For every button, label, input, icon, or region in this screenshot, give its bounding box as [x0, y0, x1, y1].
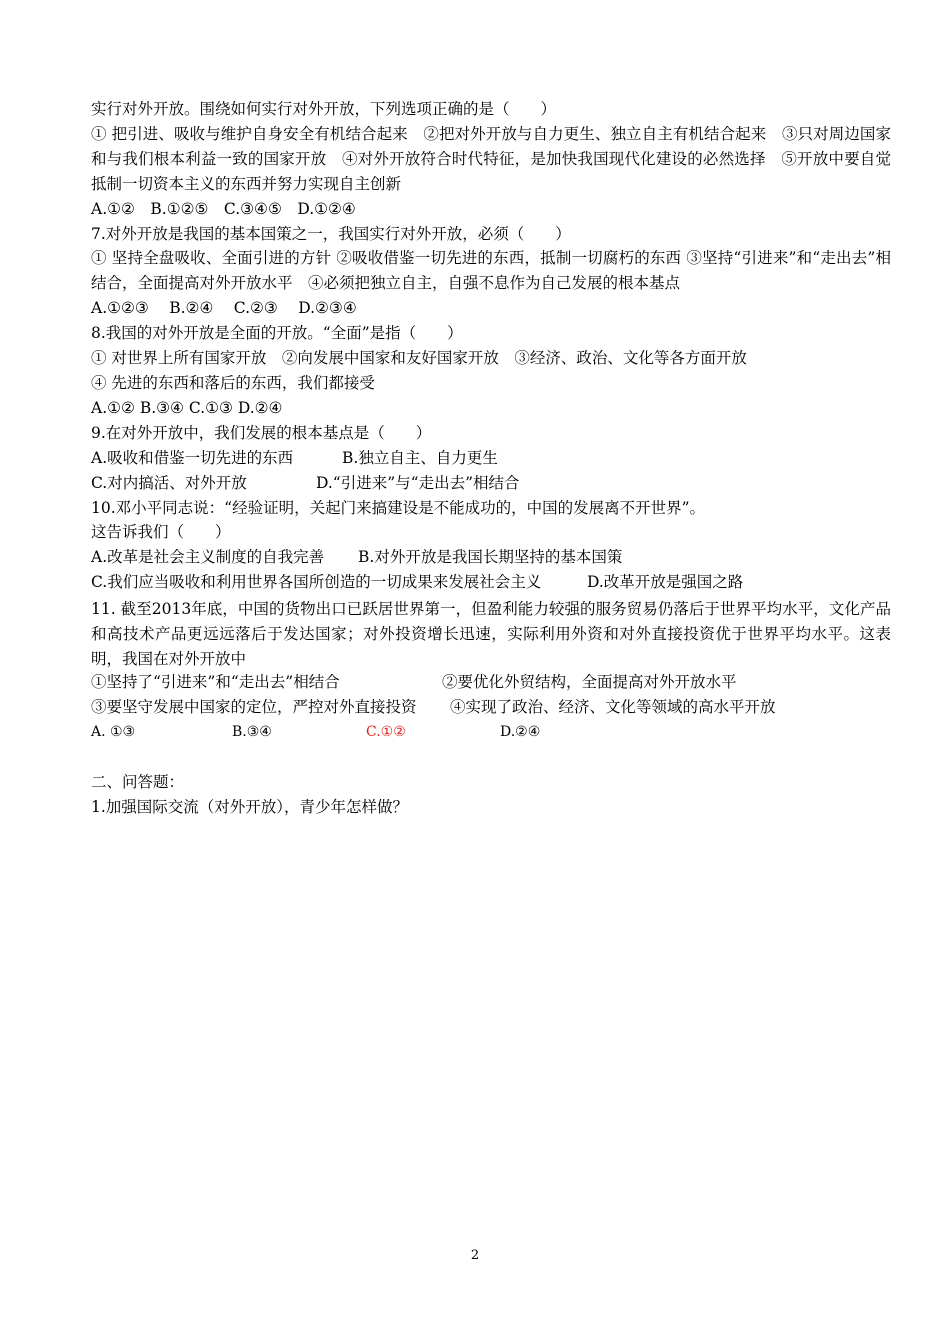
q7-options: A.①②③ B.②④ C.②③ D.②③④ [91, 299, 357, 317]
q8-items-line1: ① 对世界上所有国家开放 ②向发展中国家和友好国家开放 ③经济、政治、文化等各方面开放 [91, 349, 747, 367]
q11-item-2: ②要优化外贸结构，全面提高对外开放水平 [442, 673, 737, 691]
section-2-heading: 二、问答题： [91, 773, 185, 791]
q11-option-b: B.③④ [232, 724, 272, 740]
q11-item-1: ①坚持了“引进来”和“走出去”相结合 [91, 673, 340, 691]
q11-stem: 11. 截至2013年底，中国的货物出口已跃居世界第一，但盈利能力较强的服务贸易仍落后于世界平均水平，文化产品和高技术产品更远远落后于发达国家；对外投资增长迅速，实际利用外资和对外直接投资优于世界平均水平。这表明，我国在对外开放中 [91, 600, 891, 668]
q10-option-a: A.改革是社会主义制度的自我完善 [91, 548, 325, 566]
q11-option-a: A. ①③ [91, 724, 136, 740]
q9-option-a: A.吸收和借鉴一切先进的东西 [91, 449, 294, 467]
q6-stem: 实行对外开放。围绕如何实行对外开放，下列选项正确的是（ ） [91, 100, 557, 118]
q10-stem-line1: 10.邓小平同志说：“经验证明，关起门来搞建设是不能成功的，中国的发展离不开世界”。 [91, 499, 706, 517]
q7-items: ① 坚持全盘吸收、全面引进的方针 ②吸收借鉴一切先进的东西，抵制一切腐朽的东西 ③坚持“引进来”和“走出去”相结合，全面提高对外开放水平 ④必须把独立自主，自强不息作为自己发展的根本基点 [91, 249, 891, 292]
page-number: 2 [470, 1248, 480, 1263]
q11-item-3: ③要坚守发展中国家的定位，严控对外直接投资 [91, 698, 417, 716]
q11-option-c-answer: C.①② [366, 724, 406, 740]
q11-item-4: ④实现了政治、经济、文化等领域的高水平开放 [450, 698, 776, 716]
q10-option-b: B.对外开放是我国长期坚持的基本国策 [358, 548, 623, 566]
q6-options: A.①② B.①②⑤ C.③④⑤ D.①②④ [91, 200, 356, 218]
q8-items-line2: ④ 先进的东西和落后的东西，我们都接受 [91, 374, 375, 392]
section-2-question-1: 1.加强国际交流（对外开放），青少年怎样做？ [91, 798, 409, 816]
q10-option-c: C.我们应当吸收和利用世界各国所创造的一切成果来发展社会主义 [91, 573, 542, 591]
q11-option-d: D.②④ [500, 724, 541, 740]
q6-items: ① 把引进、吸收与维护自身安全有机结合起来 ②把对外开放与自力更生、独立自主有机结合起来 ③只对周边国家和与我们根本利益一致的国家开放 ④对外开放符合时代特征，是加快我国现代化建设的必然选择 ⑤开放中要自觉抵制一切资本主义的东西并努力实现自主创新 [91, 125, 891, 193]
q9-option-d: D.“引进来”与“走出去”相结合 [316, 474, 520, 492]
q10-option-d: D.改革开放是强国之路 [587, 573, 744, 591]
q9-stem: 9.在对外开放中，我们发展的根本基点是（ ） [91, 424, 432, 442]
q8-stem: 8.我国的对外开放是全面的开放。“全面”是指（ ） [91, 324, 463, 342]
q10-stem-line2: 这告诉我们（ ） [91, 523, 231, 541]
q7-stem: 7.对外开放是我国的基本国策之一，我国实行对外开放，必须（ ） [91, 225, 571, 243]
q8-options: A.①② B.③④ C.①③ D.②④ [91, 399, 283, 417]
q9-option-c: C.对内搞活、对外开放 [91, 474, 247, 492]
q9-option-b: B.独立自主、自力更生 [342, 449, 498, 467]
